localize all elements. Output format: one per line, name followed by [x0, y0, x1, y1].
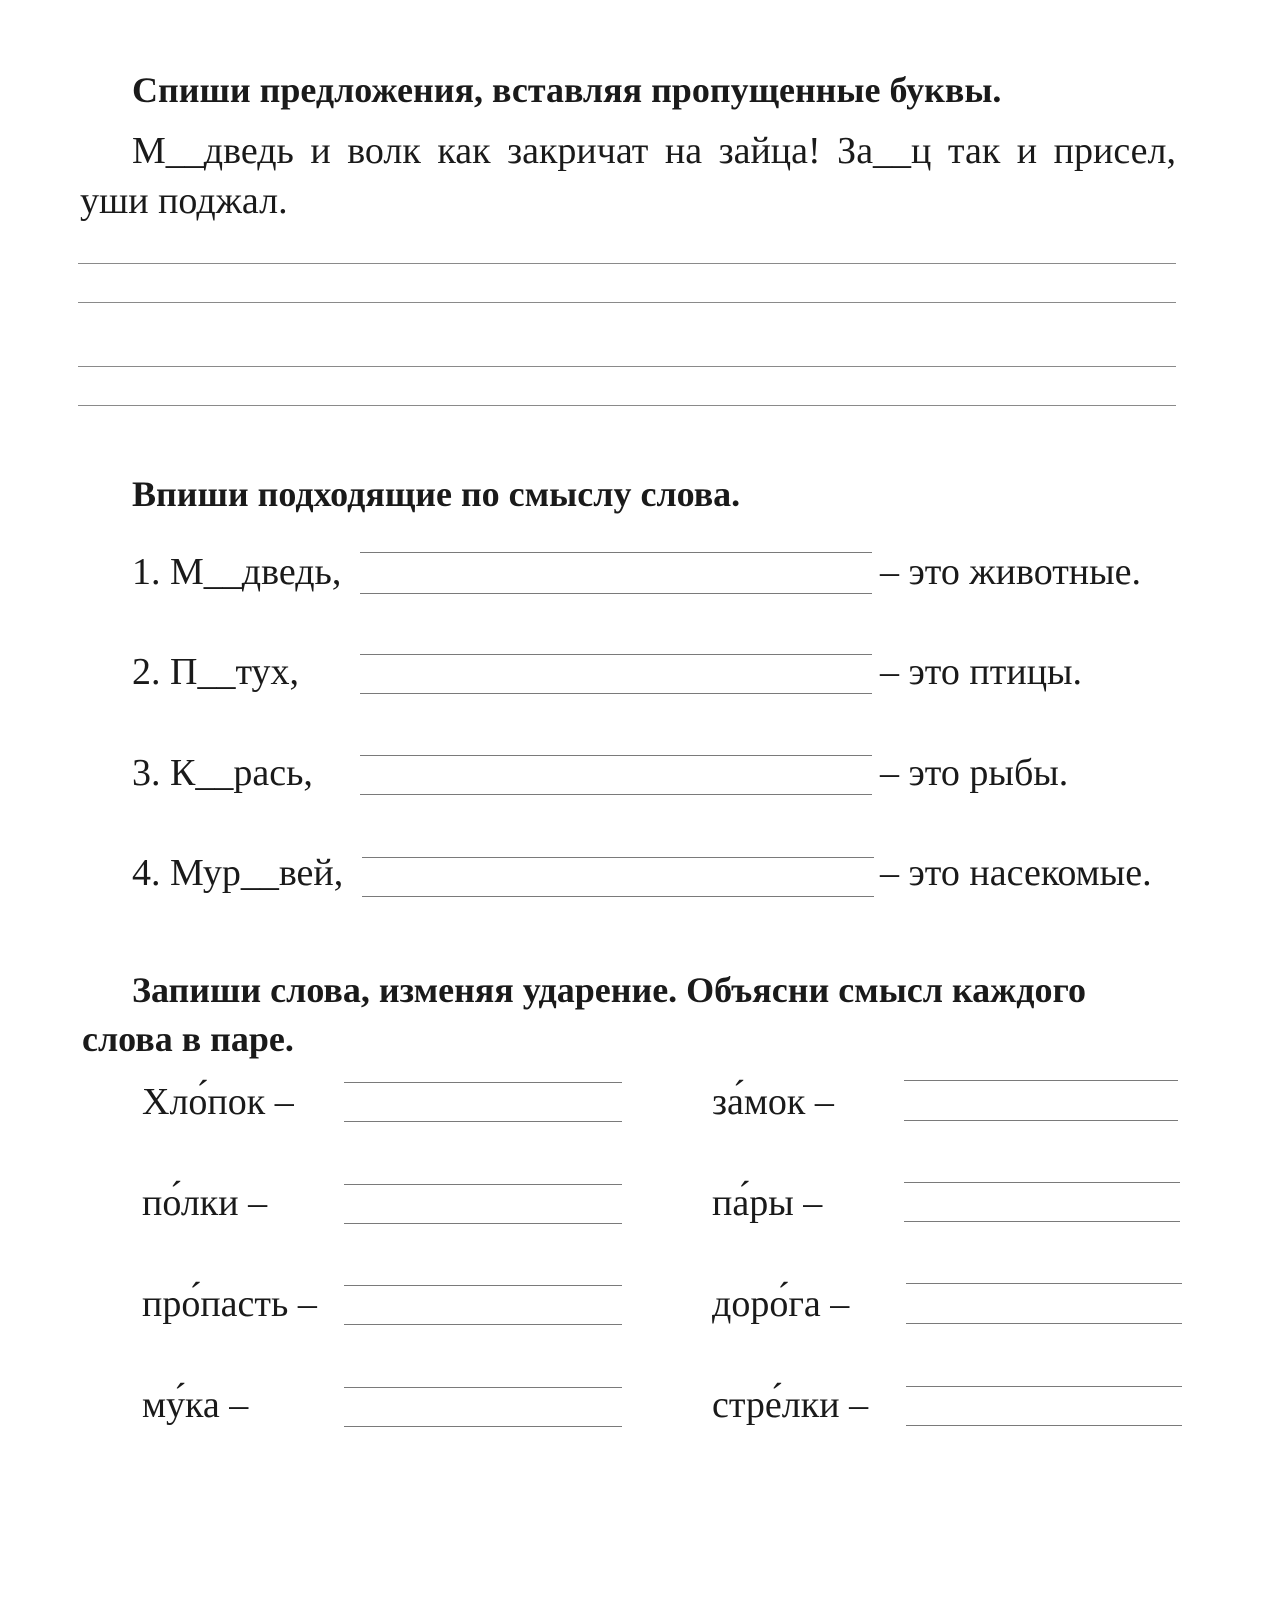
answer-field[interactable] [362, 857, 874, 897]
answer-field[interactable] [906, 1283, 1182, 1324]
item-lead: 3. К__рась, [132, 752, 313, 794]
answer-field[interactable] [344, 1387, 622, 1427]
writing-line[interactable] [78, 263, 1176, 264]
word-left-3: про́пасть – [142, 1283, 317, 1325]
word-right-4: стре́лки – [712, 1384, 869, 1426]
task3-heading-line2: слова в паре. [82, 1019, 294, 1059]
answer-field[interactable] [344, 1184, 622, 1224]
answer-field[interactable] [904, 1182, 1180, 1222]
item-lead: 2. П__тух, [132, 651, 300, 693]
word-right-3: доро́га – [712, 1283, 850, 1325]
word-left-4: му́ка – [142, 1384, 249, 1426]
item-lead: 1. М__дведь, [132, 551, 342, 593]
word-right-1: за́мок – [712, 1081, 834, 1123]
task1-heading: Спиши предложения, вставляя пропущенные буквы. [132, 70, 1002, 110]
word-left-2: по́лки – [142, 1182, 268, 1224]
item-lead: 4. Мур__вей, [132, 852, 344, 894]
answer-field[interactable] [360, 755, 872, 795]
writing-line[interactable] [78, 302, 1176, 303]
word-right-2: па́ры – [712, 1182, 823, 1224]
answer-field[interactable] [360, 552, 872, 594]
writing-line[interactable] [78, 405, 1176, 406]
item-tail: – это птицы. [880, 651, 1083, 693]
word-left-1: Хло́пок – [142, 1081, 294, 1123]
answer-field[interactable] [906, 1386, 1182, 1426]
task3-heading-line1: Запиши слова, изменяя ударение. Объясни смысл каждого [132, 970, 1086, 1010]
answer-field[interactable] [344, 1082, 622, 1122]
task1-sentence: М__дведь и волк как закричат на зайца! За__ц так и присел, уши поджал. [80, 130, 1176, 222]
writing-line[interactable] [78, 366, 1176, 367]
item-tail: – это насекомые. [880, 852, 1152, 894]
task2-heading: Впиши подходящие по смыслу слова. [132, 474, 741, 514]
answer-field[interactable] [360, 654, 872, 694]
answer-field[interactable] [344, 1285, 622, 1325]
item-tail: – это рыбы. [880, 752, 1069, 794]
item-tail: – это животные. [880, 551, 1142, 593]
answer-field[interactable] [904, 1080, 1178, 1121]
